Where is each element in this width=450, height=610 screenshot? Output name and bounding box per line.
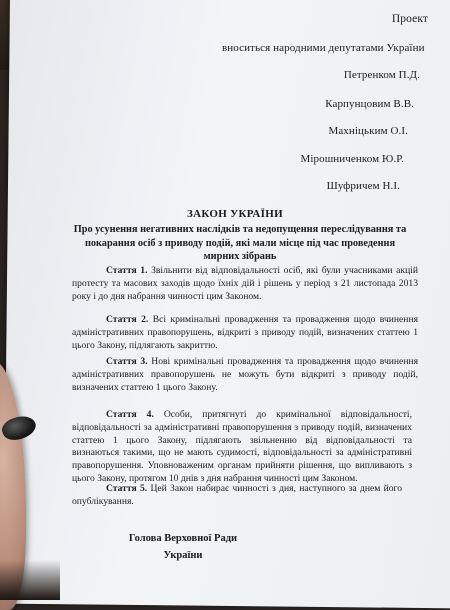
article-3 xyxy=(72,356,418,394)
signature-country: України xyxy=(163,550,203,561)
deputy-name: Шуфричем Н.І. xyxy=(326,180,400,192)
article-1 xyxy=(72,265,418,303)
article-label: Стаття 1. xyxy=(106,265,148,276)
article-label: Стаття 5. xyxy=(106,483,148,494)
article-5 xyxy=(72,483,402,509)
law-subtitle: Про усунення негативних наслідків та недопущення переслідування та покарання осіб з приводу подій, які мали місце під час проведення мирних зібрань xyxy=(73,224,407,262)
article-text: Звільнити від відповідальності осіб, які були учасниками акцій протесту та масових заходів щодо їхніх дій і рішень у період з 21 листопада 2013 року і до дня набрання чинності цим Законом. xyxy=(72,265,419,302)
signature-title: Голова Верховної Ради xyxy=(128,533,238,544)
signature-block xyxy=(108,530,258,564)
article-text: Цей Закон набирає чинності з дня, наступного за днем його опублікування. xyxy=(72,483,402,507)
article-text: Особи, притягнуті до кримінальної відповідальності, відповідальності за адміністративні правопорушення з приводу подій, визначених статтею 1 цього Закону, підлягають звільненню від відповідальності та визнаються такими, що не мають судимості, відповідальності за адміністративні правопорушення. Уповноваженим органам прийняти рішення, що випливають з цього Закону, протягом 10 днів з дня набрання чинності цим Законом. xyxy=(72,409,412,484)
article-text: Всі кримінальні провадження та провадження щодо вчинення адміністративних правопорушень, відкриті з приводу подій, визначених статтею 1 цього Закону, підлягають закриттю. xyxy=(72,314,418,351)
article-label: Стаття 2. xyxy=(106,314,149,325)
deputy-name: Мірошниченком Ю.Р. xyxy=(300,153,404,165)
law-title: ЗАКОН УКРАЇНИ xyxy=(187,208,283,220)
article-text: Нові кримінальні провадження та провадження щодо вчинення адміністративних правопорушень не можуть бути відкриті з приводу подій, визначених статтею 1 цього Закону. xyxy=(72,356,419,393)
article-label: Стаття 3. xyxy=(106,356,148,367)
deputy-name: Петренком П.Д. xyxy=(343,69,420,81)
submitted-by-line: вноситься народними депутатами України xyxy=(222,42,425,54)
article-label: Стаття 4. xyxy=(106,409,154,420)
article-4 xyxy=(72,409,412,486)
deputy-name: Махніцьким О.І. xyxy=(328,125,408,137)
project-label: Проект xyxy=(391,13,428,25)
deputy-name: Карпунцовим В.В. xyxy=(325,98,414,110)
shadow-bottom xyxy=(0,560,60,600)
article-2 xyxy=(72,314,418,352)
